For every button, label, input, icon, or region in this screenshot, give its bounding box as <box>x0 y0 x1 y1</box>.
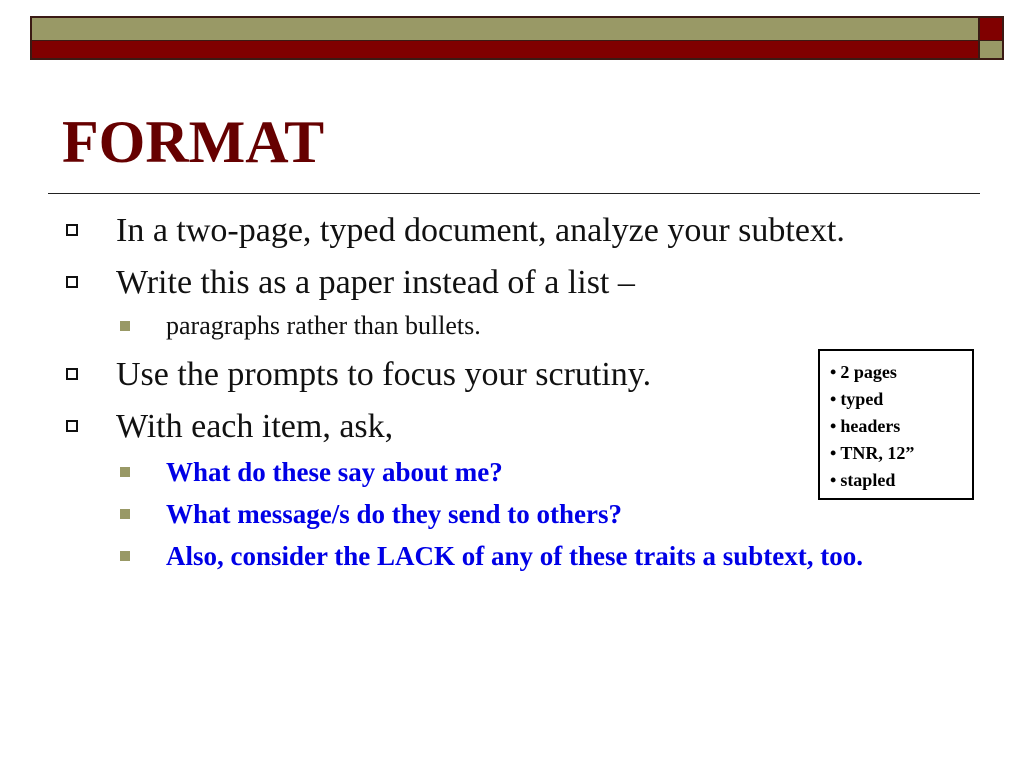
list-item <box>62 354 882 396</box>
sub-list-item-text: Also, consider the LACK of any of these traits a subtext, too. <box>166 541 863 571</box>
slide-title: FORMAT <box>62 109 325 175</box>
bullet-dot-icon: • <box>830 389 837 409</box>
list-item-text: Use the prompts to focus your scrutiny. <box>116 356 652 393</box>
requirements-item <box>830 440 964 467</box>
header-decoration-bar <box>30 16 980 60</box>
olive-stripe <box>32 18 978 41</box>
sub-list-item <box>62 540 886 572</box>
list-item <box>62 210 882 252</box>
sub-list-item-text: What message/s do they send to others? <box>166 499 622 529</box>
sub-list-item-text: What do these say about me? <box>166 457 503 487</box>
requirements-item <box>830 386 964 413</box>
hollow-square-icon <box>66 276 78 288</box>
bullet-list <box>62 210 882 584</box>
bullet-dot-icon: • <box>830 443 837 463</box>
list-item-text: In a two-page, typed document, analyze your subtext. <box>116 212 845 249</box>
corner-square-olive <box>980 41 1002 58</box>
hollow-square-icon <box>66 420 78 432</box>
maroon-stripe <box>32 41 978 58</box>
bullet-dot-icon: • <box>830 362 837 382</box>
requirements-item <box>830 359 964 386</box>
requirements-item <box>830 413 964 440</box>
filled-square-icon <box>120 509 130 519</box>
bullet-dot-icon: • <box>830 470 837 490</box>
sub-list-item-text: paragraphs rather than bullets. <box>166 311 481 340</box>
list-item <box>62 406 882 448</box>
requirements-item-text: headers <box>840 416 901 436</box>
requirements-item-text: 2 pages <box>840 362 897 382</box>
sub-list-item <box>62 456 882 488</box>
filled-square-icon <box>120 321 130 331</box>
sub-list-item <box>62 498 882 530</box>
corner-square-maroon <box>980 18 1002 41</box>
list-item <box>62 262 882 304</box>
list-item-text: Write this as a paper instead of a list – <box>116 264 635 301</box>
requirements-item-text: typed <box>840 389 884 409</box>
sub-list-item <box>62 310 882 342</box>
list-item-text: With each item, ask, <box>116 408 394 445</box>
filled-square-icon <box>120 551 130 561</box>
corner-decoration-squares <box>978 16 1004 60</box>
hollow-square-icon <box>66 368 78 380</box>
requirements-box <box>818 349 974 500</box>
bullet-dot-icon: • <box>830 416 837 436</box>
requirements-item <box>830 467 964 494</box>
filled-square-icon <box>120 467 130 477</box>
requirements-item-text: TNR, 12” <box>840 443 915 463</box>
requirements-item-text: stapled <box>840 470 896 490</box>
title-divider <box>48 193 980 194</box>
hollow-square-icon <box>66 224 78 236</box>
